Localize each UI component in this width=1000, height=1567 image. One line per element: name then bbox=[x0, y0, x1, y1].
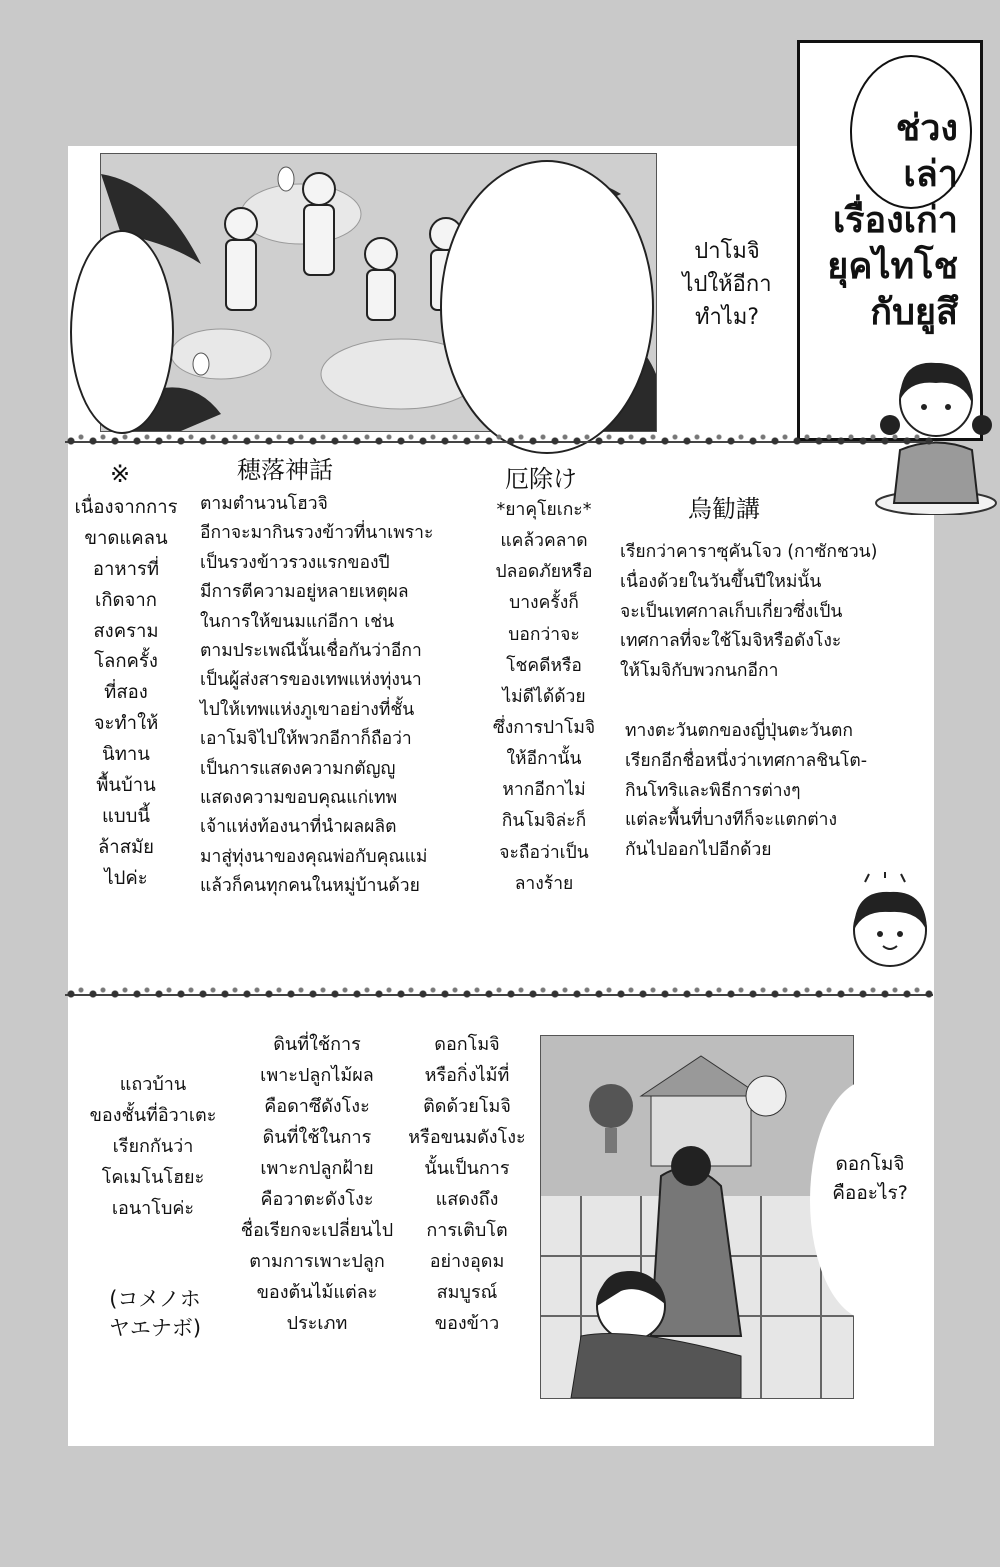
note-myth-body: ตามตำนวนโฮวจิ อีกาจะมากินรวงข้าวที่นาเพราะ เป็นรวงข้าวรวงแรกของปี มีการตีความอยู่หลายเหตุผล ในการให้ขนมแก่อีกา เช่น ตามประเพณีนั้นเชื่อกันว่าอีกา เป็นผู้ส่งสารของเทพแห่งทุ่งนา ไปให้เทพแห่งภูเขาอย่างที่ชั้น เอาโมจิไปให้พวกอีกาก็ถือว่า เป็นการแสดงความกตัญญู แสดงความขอบคุณแก่เทพ เจ้าแห่งท้องนาที่นำผลผลิต มาสู่ทุ่งนาของคุณพ่อกับคุณแม่ แล้วก็คนทุกคนในหมู่บ้านด้วย bbox=[200, 494, 434, 897]
note-karasu-body-1: เรียกว่าคาราซุคันโจว (กาซักชวน) เนื่องด้วยในวันขึ้นปีใหม่นั้น จะเป็นเทศกาลเก็บเกี่ยวซึ่งเป็น เทศกาลที่จะใช้โมจิหรือดังโงะ ให้โมจิกับพวกนกอีกา bbox=[620, 542, 878, 681]
note-yakuyoke-body: *ยาคุโยเกะ* แคล้วคลาด ปลอดภัยหรือ บางครั้งก็ บอกว่าจะ โชคดีหรือ ไม่ดีได้ด้วย ซึ่งการปาโมจิ ให้อีกานั้น หากอีกาไม่ กินโมจิล่ะก็ จะถือว่าเป็น ลางร้าย bbox=[492, 500, 596, 894]
asterisk-mark: ※ bbox=[109, 460, 131, 488]
note-iwate-name: แถวบ้าน ของชั้นที่อิวาเตะ เรียกกันว่า โคเมโนโฮยะ เอนาโบค่ะ bbox=[89, 1074, 217, 1219]
vine-divider-top bbox=[65, 432, 933, 450]
heading-yakuyoke: 厄除け bbox=[505, 465, 577, 493]
note-mochi-flower: ดอกโมจิ หรือกิ่งไม้ที่ ติดด้วยโมจิ หรือขนมดังโงะ นั้นเป็นการ แสดงถึง การเติบโต อย่างอุดม สมบูรณ์ ของข้าว bbox=[408, 1034, 526, 1334]
note-karasu-body-2: ทางตะวันตกของญี่ปุ่นตะวันตก เรียกอีกชื่อหนึ่งว่าเทศกาลชินโต- กินโทริและพิธีการต่างๆ แต่ละพื้นที่บางทีก็จะแตกต่าง กันไปออกไปอีกด้วย bbox=[625, 721, 868, 860]
shrine-panel-art bbox=[541, 1036, 853, 1398]
note-dango-names: ดินที่ใช้การ เพาะปลูกไม้ผล คือดาซึดังโงะ ดินที่ใช้ในการ เพาะกปลูกฝ้าย คือวาตะดังโงะ ชื่อเรียกจะเปลี่ยนไป ตามการเพาะปลูก ของต้นไม้แต่ละ ประเภท bbox=[240, 1034, 394, 1334]
question-what-is-mochi-flower: ดอกโมจิ คืออะไร? bbox=[832, 1153, 908, 1205]
heading-hootchi-myth: 穂落神話 bbox=[237, 456, 333, 484]
title-speech-bubble bbox=[850, 55, 972, 209]
page-title: ช่วง เล่า เรื่องเก่า ยุคไทโช กับยูสึ bbox=[827, 107, 958, 334]
vine-divider-bottom bbox=[65, 985, 933, 1003]
note-war-shortage: เนื่องจากการ ขาดแคลน อาหารที่ เกิดจาก สงคราม โลกครั้ง ที่สอง จะทำให้ นิทาน พื้นบ้าน แบบนี้ ล้าสมัย ไปค่ะ bbox=[74, 497, 178, 889]
heading-karasu-kanjo: 烏勧講 bbox=[688, 495, 760, 523]
chibi-girl-peeking-illustration bbox=[835, 872, 935, 972]
speech-bubble-left bbox=[70, 230, 174, 434]
shrine-panel-illustration bbox=[540, 1035, 854, 1399]
question-why-crows: ปาโมจิ ไปให้อีกา ทำไม? bbox=[682, 239, 772, 330]
speech-bubble-right bbox=[440, 160, 654, 454]
note-iwate-japanese: (コメノホ ヤエナボ) bbox=[108, 1287, 202, 1341]
